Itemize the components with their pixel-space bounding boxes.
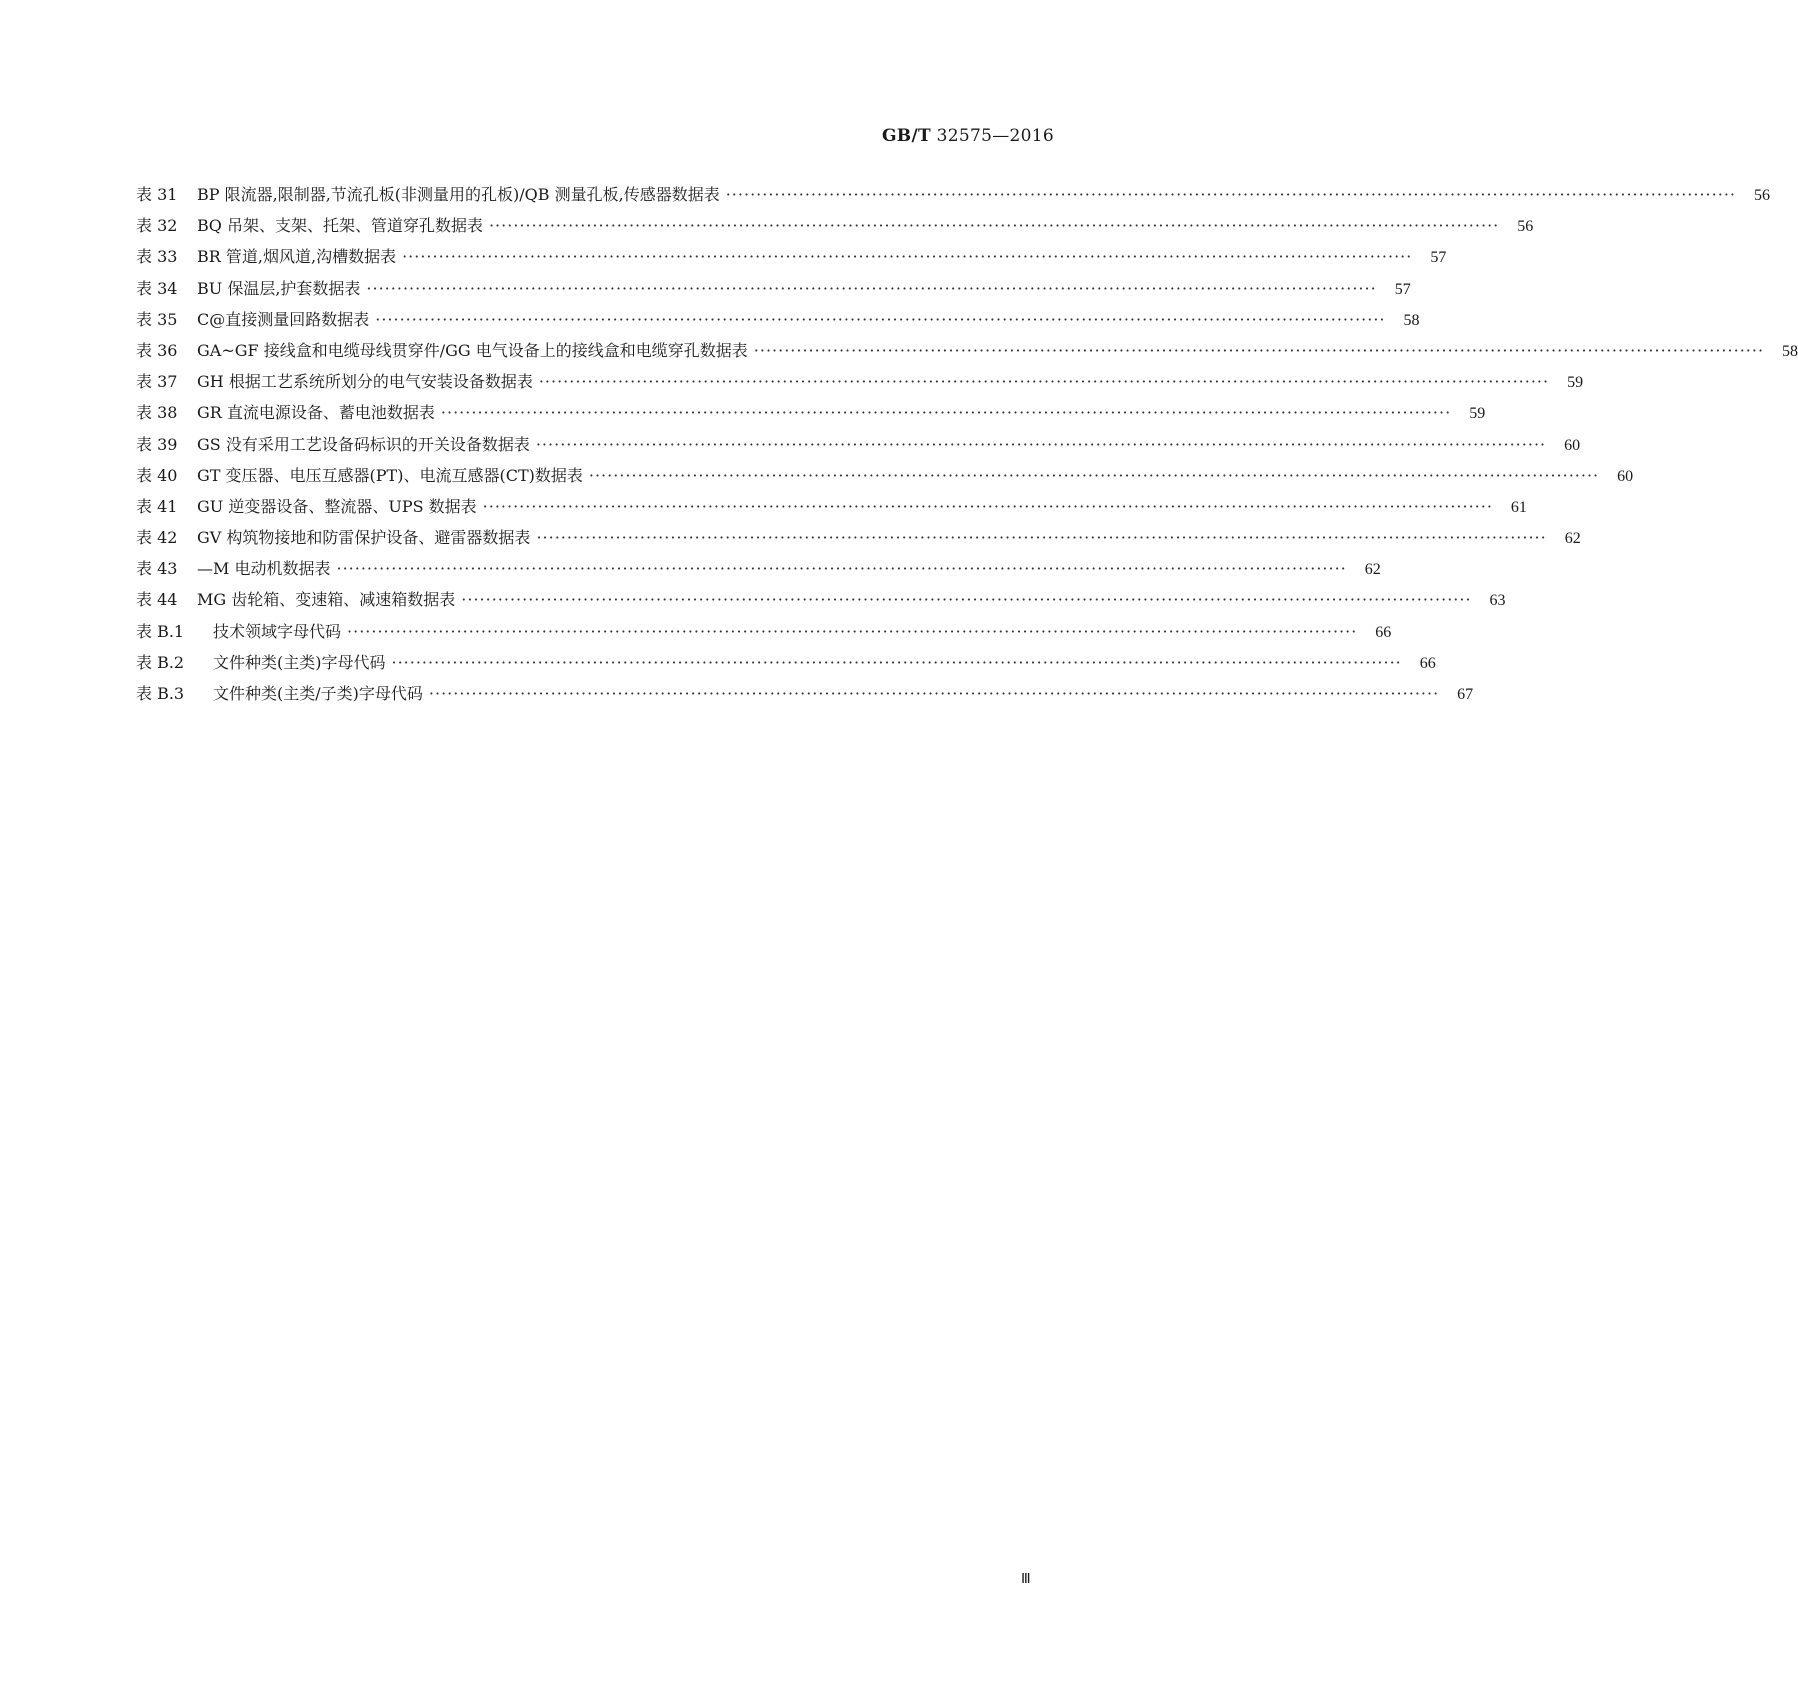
table-of-contents [136,182,1798,712]
toc-entry-page: 63 [1489,592,1506,610]
toc-entry-page: 61 [1510,498,1527,516]
toc-entry-label: 表 33 [136,247,178,267]
toc-entry[interactable] [136,525,1581,556]
toc-entry[interactable] [136,619,1392,650]
toc-entry-page: 59 [1469,405,1486,423]
dot-leader [441,403,1451,422]
toc-entry[interactable] [136,307,1420,338]
toc-entry[interactable] [136,681,1474,712]
toc-entry-label: 表 31 [136,185,178,204]
toc-entry-title: GS 没有采用工艺设备码标识的开关设备数据表 [197,434,530,454]
toc-entry-title: GT 变压器、电压互感器(PT)、电流互感器(CT)数据表 [197,465,583,485]
toc-entry-label: 表 B.1 [136,621,185,641]
toc-entry-page: 57 [1394,280,1411,298]
dot-leader [489,216,1499,235]
dot-leader [375,310,1385,329]
dot-leader [461,590,1471,609]
dot-leader [754,341,1764,360]
toc-entry[interactable] [136,432,1581,463]
toc-entry-label: 表 32 [136,216,178,236]
dot-leader [402,247,1412,266]
dot-leader [483,497,1493,516]
dot-leader [392,653,1402,672]
toc-entry[interactable] [136,463,1634,494]
toc-entry-page: 60 [1564,436,1581,454]
toc-entry-label: 表 39 [136,434,178,454]
toc-entry-label: 表 38 [136,403,178,423]
toc-entry-label: 表 40 [136,465,178,485]
toc-entry-title: 文件种类(主类)字母代码 [213,652,386,672]
toc-entry[interactable] [136,276,1411,307]
toc-entry-label: 表 36 [136,340,178,360]
toc-entry-page: 62 [1564,530,1581,548]
toc-entry-page: 59 [1567,374,1584,392]
standard-code: 32575—2016 [936,126,1054,146]
dot-leader [336,559,1346,578]
toc-entry-page: 66 [1419,654,1436,672]
toc-entry-page: 56 [1517,218,1534,236]
toc-entry-label: 表 41 [136,496,178,516]
dot-leader [536,528,1546,547]
standard-number [882,126,1054,146]
toc-entry[interactable] [136,182,1770,213]
toc-entry-title: —M 电动机数据表 [197,559,331,579]
toc-entry[interactable] [136,369,1584,400]
toc-entry-title: MG 齿轮箱、变速箱、减速箱数据表 [197,590,456,610]
toc-entry-page: 62 [1364,561,1381,579]
toc-entry-label: 表 B.2 [136,652,185,672]
dot-leader [589,466,1599,485]
toc-entry[interactable] [136,338,1798,369]
toc-entry-title: GV 构筑物接地和防雷保护设备、避雷器数据表 [197,528,531,548]
toc-entry-label: 表 42 [136,528,178,548]
toc-entry-page: 67 [1457,686,1474,703]
toc-entry-page: 58 [1782,342,1798,360]
toc-entry-label: 表 B.3 [136,684,185,703]
toc-entry-page: 56 [1753,187,1770,204]
toc-entry[interactable] [136,494,1527,525]
dot-leader [539,372,1549,391]
toc-entry[interactable] [136,556,1381,587]
toc-entry[interactable] [136,587,1506,618]
toc-entry-title: BU 保温层,护套数据表 [197,278,361,298]
toc-entry-title: GH 根据工艺系统所划分的电气安装设备数据表 [197,372,533,392]
page-folio: Ⅲ [1021,1572,1030,1587]
toc-entry-label: 表 43 [136,559,178,579]
dot-leader [429,684,1439,703]
dot-leader [347,622,1357,641]
toc-entry-title: BP 限流器,限制器,节流孔板(非测量用的孔板)/QB 测量孔板,传感器数据表 [197,185,720,204]
toc-entry-page: 66 [1375,623,1392,641]
toc-entry-label: 表 44 [136,590,178,610]
toc-entry-page: 58 [1403,311,1420,329]
toc-entry[interactable] [136,244,1447,275]
toc-entry-label: 表 37 [136,372,178,392]
toc-entry-title: BQ 吊架、支架、托架、管道穿孔数据表 [197,216,483,236]
toc-entry-label: 表 34 [136,278,178,298]
toc-entry-title: 文件种类(主类/子类)字母代码 [213,684,423,703]
toc-entry-label: 表 35 [136,309,178,329]
toc-entry-page: 57 [1430,249,1447,267]
toc-entry-page: 60 [1617,467,1634,485]
toc-entry-title: BR 管道,烟风道,沟槽数据表 [197,247,397,267]
toc-entry[interactable] [136,650,1436,681]
dot-leader [726,185,1736,204]
toc-entry-title: GR 直流电源设备、蓄电池数据表 [197,403,435,423]
toc-entry-title: GA~GF 接线盒和电缆母线贯穿件/GG 电气设备上的接线盒和电缆穿孔数据表 [197,340,748,360]
dot-leader [366,279,1376,298]
toc-entry-title: GU 逆变器设备、整流器、UPS 数据表 [197,496,477,516]
toc-entry[interactable] [136,213,1534,244]
toc-entry[interactable] [136,400,1486,431]
toc-entry-title: 技术领域字母代码 [213,621,342,641]
toc-entry-title: C@直接测量回路数据表 [197,309,370,329]
standard-prefix: GB/T [881,126,931,146]
dot-leader [536,435,1546,454]
